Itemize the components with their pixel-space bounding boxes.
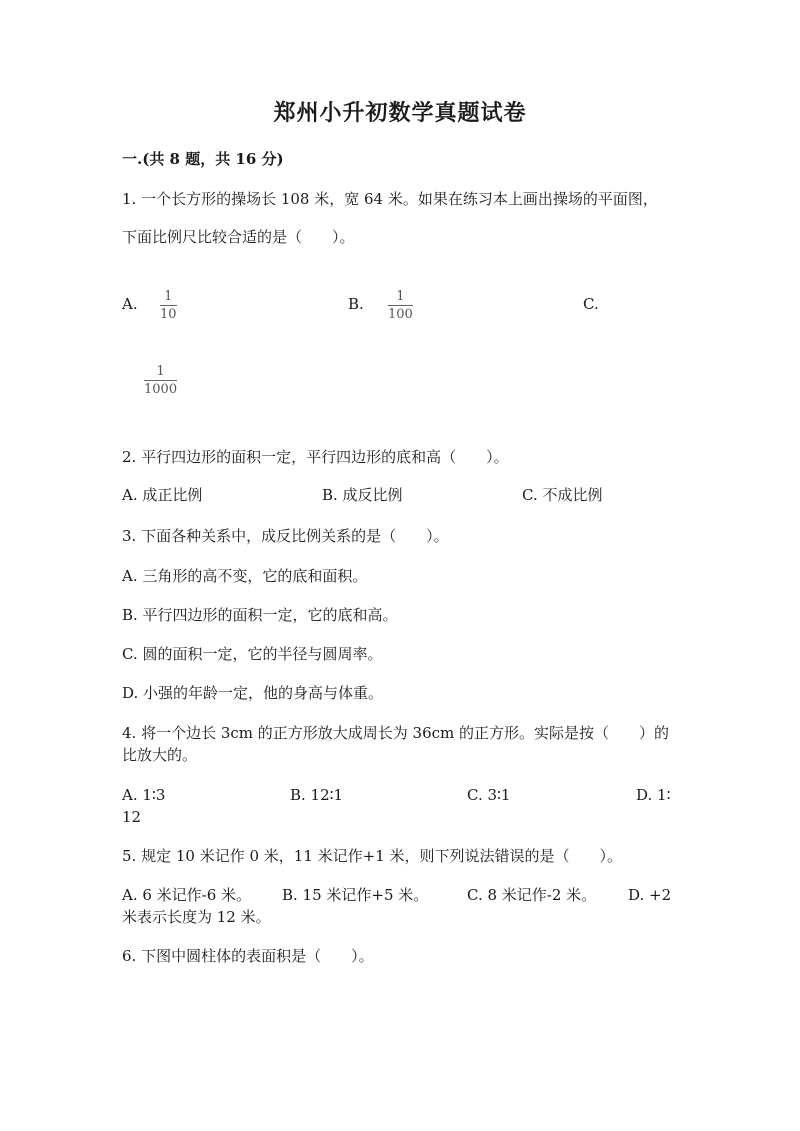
- question-1-option-b-label: B.: [348, 295, 364, 313]
- question-1-option-b-fraction: [388, 289, 413, 322]
- fraction-denominator: 10: [160, 307, 177, 322]
- question-5-option-d-continued: 米表示长度为 12 米。: [122, 908, 271, 926]
- fraction-bar: [160, 305, 177, 306]
- question-3-option-c: C. 圆的面积一定，它的半径与圆周率。: [122, 645, 383, 663]
- question-1-line-1: 1. 一个长方形的操场长 108 米，宽 64 米。如果在练习本上画出操场的平面图，: [122, 190, 658, 208]
- question-5-option-b: B. 15 米记作+5 米。: [282, 886, 429, 904]
- fraction-denominator: 100: [388, 307, 413, 322]
- section-heading: 一.(共 8 题，共 16 分): [122, 150, 284, 168]
- fraction-numerator: 1: [396, 289, 405, 304]
- fraction-bar: [144, 380, 177, 381]
- question-5-option-c: C. 8 米记作-2 米。: [467, 886, 597, 904]
- question-2-option-a: A. 成正比例: [122, 486, 203, 504]
- fraction-bar: [388, 305, 413, 306]
- question-1-option-a-fraction: [160, 289, 177, 322]
- question-1-line-2: 下面比例尺比较合适的是（ ）。: [122, 228, 355, 246]
- question-2-option-c: C. 不成比例: [522, 486, 603, 504]
- question-3-option-b: B. 平行四边形的面积一定，它的底和高。: [122, 606, 398, 624]
- question-4-line-2: 比放大的。: [122, 746, 198, 764]
- question-4-option-d-continued: 12: [122, 808, 142, 826]
- question-4-line-1: 4. 将一个边长 3cm 的正方形放大成周长为 36cm 的正方形。实际是按（ ）的: [122, 724, 670, 742]
- question-5-option-d: D. +2: [628, 886, 672, 904]
- question-4-option-b: B. 12∶1: [290, 786, 344, 804]
- fraction-numerator: 1: [164, 289, 173, 304]
- question-5-text: 5. 规定 10 米记作 0 米，11 米记作+1 米，则下列说法错误的是（ ）。: [122, 847, 623, 865]
- question-3-option-d: D. 小强的年龄一定，他的身高与体重。: [122, 684, 384, 702]
- question-1-option-a-label: A.: [122, 295, 138, 313]
- question-3-option-a: A. 三角形的高不变，它的底和面积。: [122, 567, 368, 585]
- question-4-option-a: A. 1∶3: [122, 786, 166, 804]
- question-4-option-d: D. 1∶: [636, 786, 671, 804]
- fraction-numerator: 1: [156, 364, 165, 379]
- question-2-text: 2. 平行四边形的面积一定，平行四边形的底和高（ ）。: [122, 448, 509, 466]
- question-1-option-c-label: C.: [583, 295, 599, 313]
- question-3-text: 3. 下面各种关系中，成反比例关系的是（ ）。: [122, 527, 449, 545]
- page-title: 郑州小升初数学真题试卷: [273, 100, 527, 126]
- fraction-denominator: 1000: [144, 382, 178, 397]
- question-4-option-c: C. 3∶1: [467, 786, 511, 804]
- question-1-option-c-fraction: [144, 364, 177, 397]
- question-6-text: 6. 下图中圆柱体的表面积是（ ）。: [122, 947, 374, 965]
- question-5-option-a: A. 6 米记作-6 米。: [122, 886, 252, 904]
- question-2-option-b: B. 成反比例: [322, 486, 403, 504]
